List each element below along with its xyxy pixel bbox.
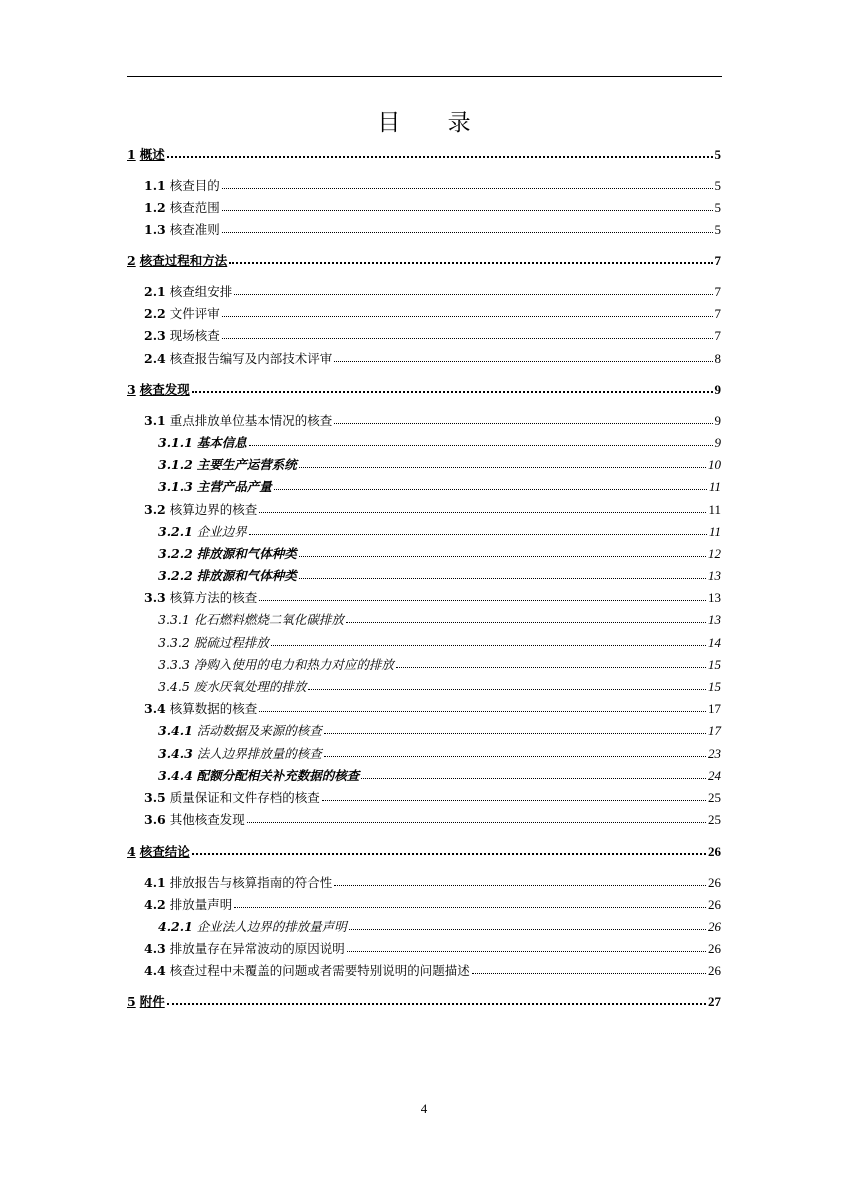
toc-entry-text: 基本信息 <box>196 435 247 450</box>
dot-leader <box>234 907 706 908</box>
toc-entry-label <box>144 941 345 956</box>
toc-entry-text: 附件 <box>139 994 165 1009</box>
toc-entry-text: 排放报告与核算指南的符合性 <box>169 875 333 890</box>
toc-entry[interactable] <box>127 939 721 956</box>
toc-entry-label <box>158 457 297 472</box>
toc-entry-page: 15 <box>708 657 721 672</box>
toc-entry-label <box>158 612 344 627</box>
toc-entry[interactable] <box>127 349 721 366</box>
toc-entry[interactable] <box>127 699 721 716</box>
toc-entry-number: 4.4 <box>144 963 166 978</box>
toc-entry-number: 3.4.5 <box>158 679 190 694</box>
toc-entry-number: 3.3.3 <box>158 657 190 672</box>
toc-entry-number: 2.2 <box>144 306 166 321</box>
toc-entry[interactable] <box>127 633 721 650</box>
toc-entry-page: 13 <box>708 590 721 605</box>
toc-entry-label <box>144 222 220 237</box>
dot-leader <box>222 188 713 189</box>
toc-entry-label <box>144 178 220 193</box>
toc-entry[interactable] <box>127 544 721 561</box>
toc-entry-number: 2.3 <box>144 328 166 343</box>
dot-leader <box>222 316 713 317</box>
toc-entry-label <box>144 812 245 827</box>
toc-entry-page: 7 <box>714 328 721 343</box>
toc-entry-page: 7 <box>714 306 721 321</box>
toc-entry[interactable] <box>127 788 721 805</box>
dot-leader <box>308 689 706 690</box>
dot-leader <box>472 973 706 974</box>
toc-entry-text: 净购入使用的电力和热力对应的排放 <box>193 657 394 672</box>
toc-entry-page: 10 <box>708 457 721 472</box>
toc-entry-number: 2.1 <box>144 284 166 299</box>
toc-entry-page: 26 <box>708 963 721 978</box>
dot-leader <box>346 622 706 623</box>
toc-entry-page: 8 <box>714 351 721 366</box>
toc-entry[interactable] <box>127 455 721 472</box>
toc-entry-number: 3.5 <box>144 790 166 805</box>
toc-entry[interactable] <box>127 721 721 738</box>
dot-leader <box>192 853 706 855</box>
toc-entry-text: 化石燃料燃烧二氧化碳排放 <box>193 612 344 627</box>
toc-entry-text: 配额分配相关补充数据的核查 <box>196 768 360 783</box>
toc-entry-text: 质量保证和文件存档的核查 <box>169 790 320 805</box>
toc-entry-number: 3.2.2 <box>158 568 193 583</box>
toc-entry-page: 14 <box>708 635 721 650</box>
toc-entry[interactable] <box>127 304 721 321</box>
toc-entry[interactable] <box>127 145 721 162</box>
dot-leader <box>259 512 706 513</box>
toc-entry-label <box>144 200 220 215</box>
dot-leader <box>167 1003 706 1005</box>
dot-leader <box>234 294 712 295</box>
dot-leader <box>299 556 706 557</box>
toc-entry-text: 文件评审 <box>169 306 220 321</box>
toc-entry-page: 24 <box>708 768 721 783</box>
dot-leader <box>334 423 712 424</box>
dot-leader <box>222 232 713 233</box>
toc-entry[interactable] <box>127 677 721 694</box>
toc-entry-number: 1.1 <box>144 178 166 193</box>
toc-entry-number: 3.2 <box>144 502 166 517</box>
toc-entry-label <box>144 875 332 890</box>
dot-leader <box>259 711 706 712</box>
toc-entry-label <box>158 919 347 934</box>
toc-entry-page: 25 <box>708 790 721 805</box>
toc-entry-page: 9 <box>714 382 721 397</box>
dot-leader <box>247 822 706 823</box>
toc-entry-label <box>144 790 320 805</box>
toc-entry-page: 11 <box>708 502 721 517</box>
toc-entry[interactable] <box>127 433 721 450</box>
toc-entry-label <box>158 479 272 494</box>
toc-entry-label <box>158 768 359 783</box>
dot-leader <box>192 391 713 393</box>
toc-entry-text: 核查发现 <box>139 382 190 397</box>
toc-entry[interactable] <box>127 411 721 428</box>
toc-entry-number: 3.4 <box>144 701 166 716</box>
dot-leader <box>349 929 706 930</box>
toc-title: 目 录 <box>377 110 491 136</box>
dot-leader <box>271 645 706 646</box>
toc-entry[interactable] <box>127 961 721 978</box>
toc-entry[interactable] <box>127 842 721 859</box>
toc-entry-number: 4.2 <box>144 897 166 912</box>
toc-entry-number: 4 <box>127 844 136 859</box>
toc-entry-label <box>144 306 220 321</box>
toc-entry-page: 11 <box>708 479 721 494</box>
toc-entry-text: 核查过程中未覆盖的问题或者需要特别说明的问题描述 <box>169 963 470 978</box>
toc-entry-label <box>158 679 306 694</box>
toc-entry[interactable] <box>127 917 721 934</box>
toc-entry-text: 现场核查 <box>169 328 220 343</box>
toc-entry-page: 26 <box>708 919 721 934</box>
toc-entry[interactable] <box>127 176 721 193</box>
header-rule <box>127 76 722 77</box>
toc-entry[interactable] <box>127 500 721 517</box>
toc-entry-label <box>158 723 322 738</box>
toc-entry-label <box>127 147 165 162</box>
toc-entry-label <box>144 701 257 716</box>
toc-entry-text: 核查结论 <box>139 844 190 859</box>
toc-entry-page: 9 <box>714 435 721 450</box>
toc-entry-number: 3.1.3 <box>158 479 193 494</box>
toc-entry-number: 4.2.1 <box>158 919 193 934</box>
dot-leader <box>322 800 706 801</box>
toc-entry-text: 排放源和气体种类 <box>196 546 297 561</box>
toc-entry-page: 25 <box>708 812 721 827</box>
toc-entry-page: 5 <box>714 147 721 162</box>
toc-entry-text: 核算边界的核查 <box>169 502 258 517</box>
toc-entry-label <box>144 284 232 299</box>
toc-entry-text: 排放源和气体种类 <box>196 568 297 583</box>
toc-entry-text: 废水厌氧处理的排放 <box>193 679 307 694</box>
toc-entry[interactable] <box>127 766 721 783</box>
toc-entry-page: 17 <box>708 701 721 716</box>
toc-entry-label <box>144 413 332 428</box>
toc-entry-text: 排放量存在异常波动的原因说明 <box>169 941 345 956</box>
toc-entry-number: 1.3 <box>144 222 166 237</box>
toc-entry-number: 5 <box>127 994 136 1009</box>
toc-entry-label <box>144 502 257 517</box>
toc-entry-number: 2 <box>127 253 136 268</box>
dot-leader <box>324 756 706 757</box>
dot-leader <box>167 156 713 158</box>
toc-entry-page: 27 <box>708 994 721 1009</box>
toc-entry-page: 5 <box>714 200 721 215</box>
toc-entry[interactable] <box>127 873 721 890</box>
toc-entry-label <box>144 351 332 366</box>
toc-entry-page: 12 <box>708 546 721 561</box>
toc-entry-page: 26 <box>708 844 721 859</box>
toc-entry-text: 主要生产运营系统 <box>196 457 297 472</box>
toc-entry-page: 11 <box>708 524 721 539</box>
toc-entry-label <box>158 524 247 539</box>
toc-entry-page: 5 <box>714 222 721 237</box>
toc-entry-text: 重点排放单位基本情况的核查 <box>169 413 333 428</box>
toc-entry-page: 13 <box>708 568 721 583</box>
toc-entry-number: 3.1.2 <box>158 457 193 472</box>
toc-entry-label <box>144 963 470 978</box>
toc-entry-number: 3.4.4 <box>158 768 193 783</box>
toc-entry[interactable] <box>127 220 721 237</box>
toc-entry-number: 2.4 <box>144 351 166 366</box>
dot-leader <box>222 210 713 211</box>
toc-entry-number: 1 <box>127 147 136 162</box>
toc-entry-label <box>127 844 190 859</box>
toc-entry-text: 核查组安排 <box>169 284 233 299</box>
dot-leader <box>299 578 706 579</box>
toc-entry[interactable] <box>127 588 721 605</box>
toc-entry-page: 9 <box>714 413 721 428</box>
toc-entry-text: 其他核查发现 <box>169 812 245 827</box>
dot-leader <box>229 262 712 264</box>
toc-entry[interactable] <box>127 198 721 215</box>
toc-entry-label <box>144 590 257 605</box>
toc-entry[interactable] <box>127 566 721 583</box>
toc-entry-text: 脱硫过程排放 <box>193 635 269 650</box>
toc-entry-number: 3.6 <box>144 812 166 827</box>
toc-entry-text: 企业法人边界的排放量声明 <box>196 919 347 934</box>
toc-entry-label <box>158 435 247 450</box>
toc-entry-text: 核查报告编写及内部技术评审 <box>169 351 333 366</box>
dot-leader <box>334 361 712 362</box>
toc-entry-number: 3.4.1 <box>158 723 193 738</box>
toc-entry-page: 15 <box>708 679 721 694</box>
dot-leader <box>324 733 706 734</box>
toc-entry-text: 活动数据及来源的核查 <box>196 723 322 738</box>
toc-entry-label <box>158 635 269 650</box>
dot-leader <box>334 885 706 886</box>
dot-leader <box>347 951 706 952</box>
toc-entry-label <box>127 253 227 268</box>
toc-entry-page: 13 <box>708 612 721 627</box>
dot-leader <box>274 489 707 490</box>
toc-entry-label <box>158 746 322 761</box>
toc-entry[interactable] <box>127 610 721 627</box>
toc-entry[interactable] <box>127 895 721 912</box>
toc-entry-number: 3.2.2 <box>158 546 193 561</box>
toc-entry-number: 3.3 <box>144 590 166 605</box>
toc-entry-page: 17 <box>708 723 721 738</box>
toc-entry-page: 26 <box>708 941 721 956</box>
page-number: 4 <box>420 1101 428 1116</box>
dot-leader <box>222 338 713 339</box>
toc-entry-label <box>127 994 165 1009</box>
toc-entry[interactable] <box>127 655 721 672</box>
toc-entry-number: 3 <box>127 382 136 397</box>
toc-entry-text: 核查过程和方法 <box>139 253 228 268</box>
toc-entry-page: 7 <box>714 253 721 268</box>
toc-entry[interactable] <box>127 744 721 761</box>
toc-entry[interactable] <box>127 380 721 397</box>
toc-entry-label <box>127 382 190 397</box>
toc-entry-label <box>158 657 394 672</box>
toc-entry-text: 法人边界排放量的核查 <box>196 746 322 761</box>
toc-entry-number: 1.2 <box>144 200 166 215</box>
toc-entry[interactable] <box>127 251 721 268</box>
toc-entry[interactable] <box>127 992 721 1009</box>
toc-entry-text: 排放量声明 <box>169 897 233 912</box>
toc-entry-label <box>158 546 297 561</box>
toc-entry-number: 3.4.3 <box>158 746 193 761</box>
toc-entry-number: 3.1.1 <box>158 435 193 450</box>
toc-entry-number: 3.1 <box>144 413 166 428</box>
toc-entry-number: 3.3.1 <box>158 612 190 627</box>
toc-entry-number: 4.3 <box>144 941 166 956</box>
toc-entry-number: 3.2.1 <box>158 524 193 539</box>
toc-entry-label <box>144 897 232 912</box>
toc-entry-text: 主营产品产量 <box>196 479 272 494</box>
toc-entry-text: 核算方法的核查 <box>169 590 258 605</box>
dot-leader <box>259 600 706 601</box>
toc-entry-text: 核查准则 <box>169 222 220 237</box>
toc-entry-text: 核查目的 <box>169 178 220 193</box>
toc-entry-text: 概述 <box>139 147 165 162</box>
toc-entry-page: 23 <box>708 746 721 761</box>
dot-leader <box>249 534 707 535</box>
toc-entry-page: 5 <box>714 178 721 193</box>
toc-entry-label <box>144 328 220 343</box>
toc-entry-number: 3.3.2 <box>158 635 190 650</box>
toc-entry-text: 核查范围 <box>169 200 220 215</box>
toc-entry-page: 7 <box>714 284 721 299</box>
toc-entry-label <box>158 568 297 583</box>
toc-entry[interactable] <box>127 522 721 539</box>
toc-entry[interactable] <box>127 810 721 827</box>
toc-entry-text: 企业边界 <box>196 524 247 539</box>
dot-leader <box>396 667 706 668</box>
toc-entry[interactable] <box>127 326 721 343</box>
toc-entry-page: 26 <box>708 875 721 890</box>
toc-entry-number: 4.1 <box>144 875 166 890</box>
dot-leader <box>249 445 713 446</box>
toc-entry[interactable] <box>127 282 721 299</box>
toc-entry-page: 26 <box>708 897 721 912</box>
dot-leader <box>299 467 706 468</box>
toc-entry-text: 核算数据的核查 <box>169 701 258 716</box>
toc-entry[interactable] <box>127 477 721 494</box>
dot-leader <box>361 778 706 779</box>
